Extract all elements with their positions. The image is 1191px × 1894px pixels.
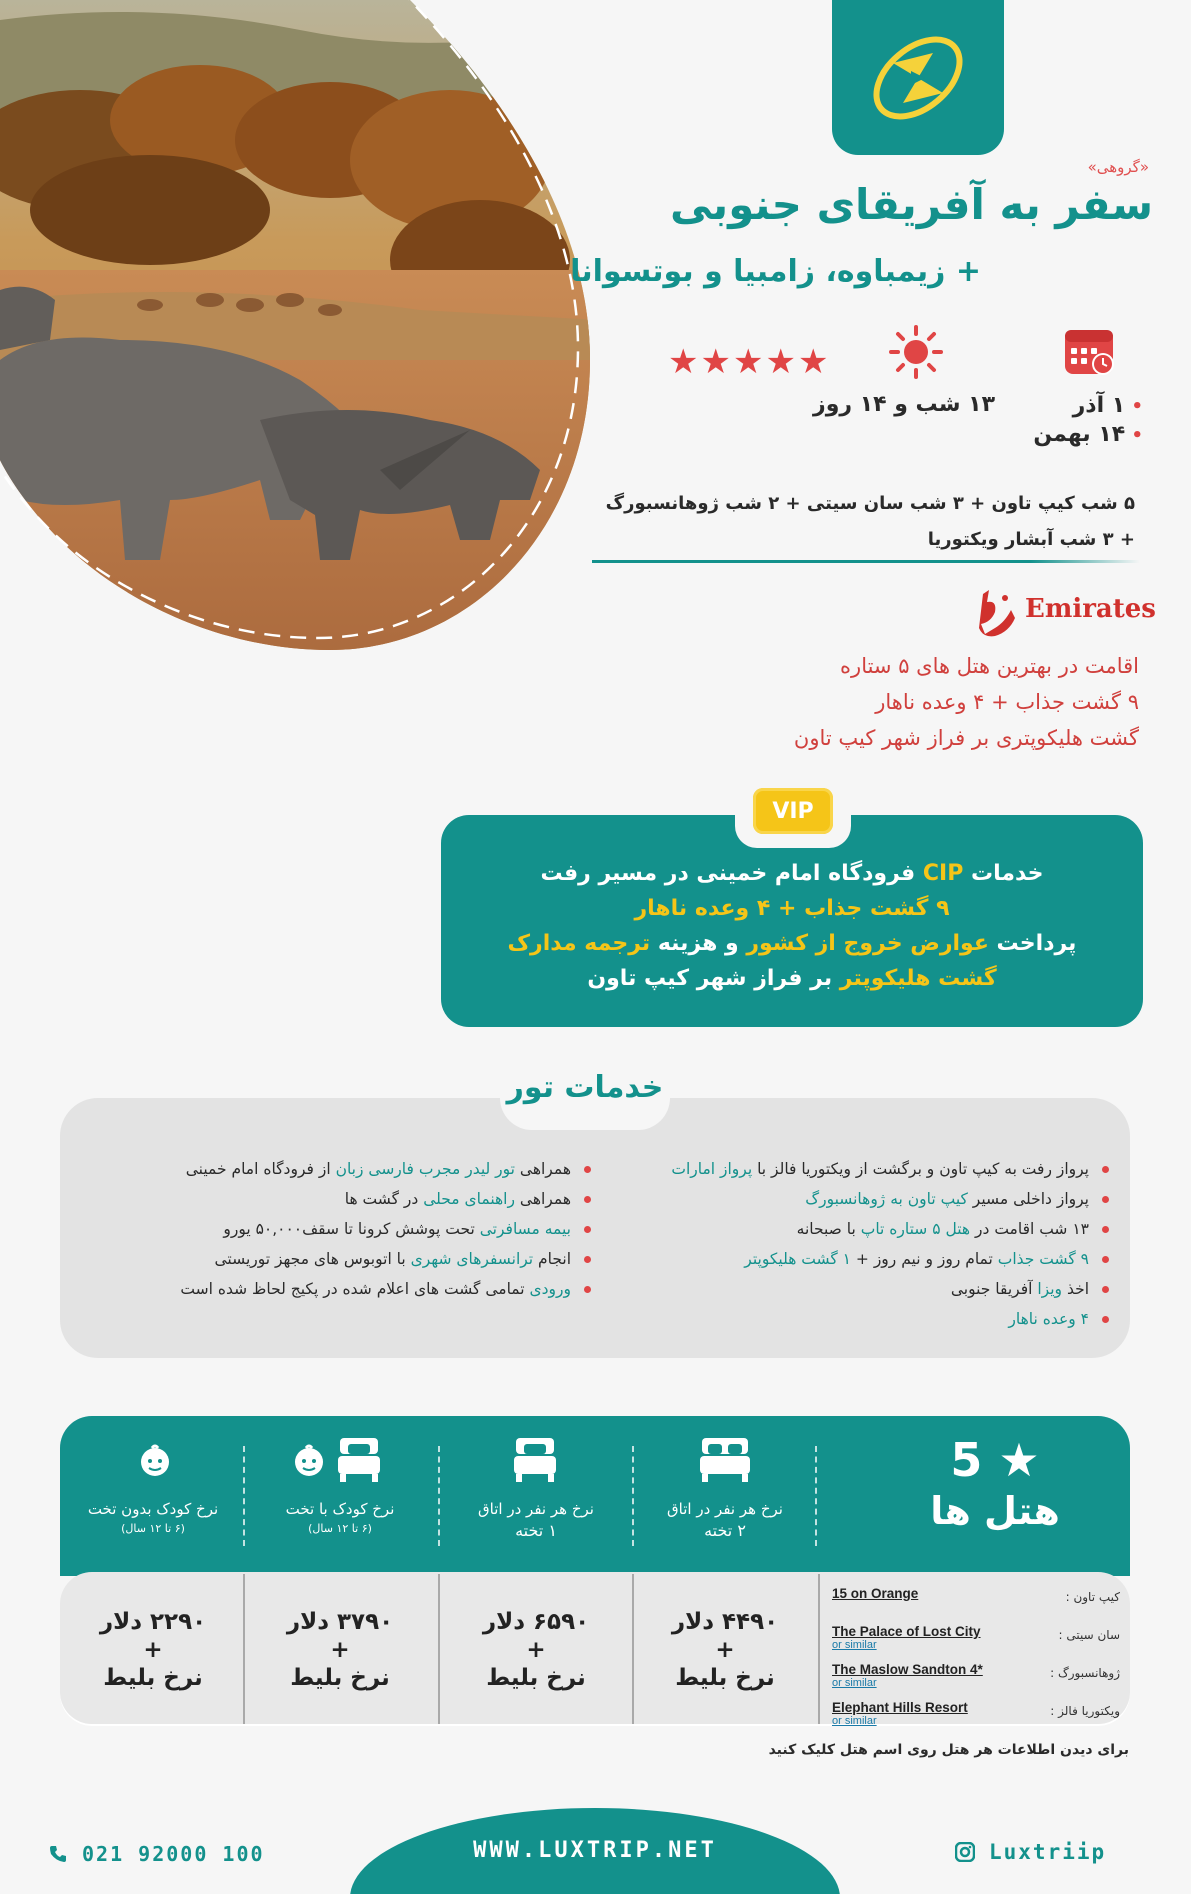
single-bed-icon [512, 1436, 558, 1484]
services-list-right [671, 1154, 1109, 1334]
single-bed-icon [336, 1436, 382, 1484]
calendar-icon [1063, 324, 1117, 378]
or-similar: or similar [832, 1677, 877, 1689]
phone-icon [48, 1844, 68, 1864]
header-child-with-bed: نرخ کودک با تخت (۶ تا ۱۲ سال) [285, 1500, 395, 1535]
list-item: ۴ وعده ناهار [671, 1304, 1109, 1334]
hero-photo [0, 0, 600, 690]
hotel-link[interactable]: The Palace of Lost City [832, 1624, 981, 1639]
vip-line-3: پرداخت عوارض خروج از کشور و هزینه ترجمه مدارک [507, 931, 1077, 956]
group-tag: «گروهی» [1087, 158, 1149, 176]
vip-services [441, 856, 1143, 996]
airline-logo [975, 588, 1156, 640]
hotel-link[interactable]: Elephant Hills Resort [832, 1700, 968, 1715]
page-title: سفر به آفریقای جنوبی [669, 180, 1153, 229]
hotel-city: ژوهانسبورگ : [1050, 1666, 1120, 1680]
column-divider [438, 1574, 440, 1724]
hotel-city: سان سیتی : [1058, 1628, 1120, 1642]
star-icon: ★ [700, 342, 731, 382]
price-child-no-bed: ۲۲۹۰ دلار + نرخ بلیط [99, 1609, 207, 1691]
instagram-icon [955, 1842, 975, 1862]
emirates-calligraphy-icon [975, 588, 1019, 640]
phone-contact[interactable] [48, 1842, 265, 1866]
trip-dates: • ۱ آذر • ۱۴ بهمن [1033, 393, 1143, 447]
list-item: بیمه مسافرتی تحت پوشش کرونا تا سقف۵۰,۰۰۰ یورو [180, 1214, 591, 1244]
hotel-star-count: 5 ★ [950, 1433, 1040, 1487]
column-divider [632, 1574, 634, 1724]
list-item: همراهی راهنمای محلی در گشت ها [180, 1184, 591, 1214]
instagram-handle: Luxtriip [989, 1840, 1107, 1864]
sun-icon [888, 324, 944, 380]
hotel-row [830, 1624, 1120, 1662]
price-double-room: ۴۴۹۰ دلار + نرخ بلیط [671, 1609, 779, 1691]
star-icon: ★ [668, 342, 699, 382]
hotel-city: ویکتوریا فالز : [1050, 1704, 1120, 1718]
star-rating [668, 342, 829, 382]
vip-line-1: خدمات CIP فرودگاه امام خمینی در مسیر رفت [540, 861, 1044, 886]
header-single-room: نرخ هر نفر در اتاق ۱ تخته [478, 1500, 594, 1540]
services-title: خدمات تور [506, 1070, 664, 1105]
list-item: ورودی تمامی گشت های اعلام شده در پکیج لحاظ شده است [180, 1274, 591, 1304]
price-child-with-bed: ۳۷۹۰ دلار + نرخ بلیط [286, 1609, 394, 1691]
double-bed-icon [698, 1436, 752, 1484]
list-item: ۱۳ شب اقامت در هتل ۵ ستاره تاپ با صبحانه [671, 1214, 1109, 1244]
header-child-no-bed: نرخ کودک بدون تخت (۶ تا ۱۲ سال) [87, 1500, 219, 1535]
vip-badge: VIP [753, 788, 833, 834]
column-divider [632, 1446, 634, 1546]
header-double-room: نرخ هر نفر در اتاق ۲ تخته [667, 1500, 783, 1540]
or-similar: or similar [832, 1639, 877, 1651]
highlight-item: گشت هلیکوپتری بر فراز شهر کیپ تاون [793, 726, 1139, 750]
column-divider [243, 1446, 245, 1546]
phone-number: 021 92000 100 [82, 1842, 265, 1866]
five-star-hotels [905, 1434, 1085, 1536]
list-item: اخذ ویزا آفریقا جنوبی [671, 1274, 1109, 1304]
hotel-city: کیپ تاون : [1065, 1590, 1120, 1604]
vip-line-2: ۹ گشت جذاب + ۴ وعده ناهار [634, 896, 950, 921]
itinerary-line-1: ۵ شب کیپ تاون + ۳ شب سان سیتی + ۲ شب ژوهانسبورگ [605, 493, 1135, 514]
services-list-left [180, 1154, 591, 1304]
star-icon: ★ [765, 342, 796, 382]
itinerary-line-2: + ۳ شب آبشار ویکتوریا [927, 529, 1135, 550]
vip-line-4: گشت هلیکوپتر بر فراز شهر کیپ تاون [587, 966, 997, 991]
hotel-list [830, 1586, 1120, 1738]
instagram-contact[interactable] [955, 1840, 1106, 1864]
list-item: پرواز رفت به کیپ تاون و برگشت از ویکتوریا فالز با پرواز امارات [671, 1154, 1109, 1184]
star-icon: ★ [797, 342, 829, 382]
price-single-room: ۶۵۹۰ دلار + نرخ بلیط [482, 1609, 590, 1691]
list-item: انجام ترانسفرهای شهری با اتوبوس های مجهز توریستی [180, 1244, 591, 1274]
star-icon: ★ [998, 1433, 1040, 1487]
child-face-icon [138, 1444, 172, 1478]
divider [592, 560, 1140, 563]
hotels-label: هتل ها [930, 1489, 1060, 1533]
airline-name: Emirates [1025, 594, 1156, 624]
page-subtitle: + زیمباوه، زامبیا و بوتسوانا [570, 254, 981, 289]
list-item: همراهی تور لیدر مجرب فارسی زبان از فرودگاه امام خمینی [180, 1154, 591, 1184]
hotel-row [830, 1700, 1120, 1738]
list-item: پرواز داخلی مسیر کیپ تاون به ژوهانسبورگ [671, 1184, 1109, 1214]
child-face-icon [292, 1444, 326, 1478]
hotel-row [830, 1586, 1120, 1624]
website-link[interactable]: WWW.LUXTRIP.NET [473, 1838, 717, 1863]
trip-duration: ۱۳ شب و ۱۴ روز [813, 392, 995, 417]
itinerary [606, 486, 1135, 558]
hotel-click-note: برای دیدن اطلاعات هر هتل روی اسم هتل کلیک کنید [768, 1742, 1129, 1758]
hotel-row [830, 1662, 1120, 1700]
column-divider [243, 1574, 245, 1724]
list-item: ۹ گشت جذاب تمام روز و نیم روز + ۱ گشت هلیکوپتر [671, 1244, 1109, 1274]
star-icon: ★ [732, 342, 764, 382]
brand-logo[interactable] [832, 0, 1004, 155]
column-divider [818, 1574, 820, 1724]
date-2: ۱۴ بهمن [1033, 422, 1126, 447]
column-divider [438, 1446, 440, 1546]
or-similar: or similar [832, 1715, 877, 1727]
logo-icon [863, 23, 973, 133]
highlight-item: اقامت در بهترین هتل های ۵ ستاره [840, 654, 1139, 678]
hotel-link[interactable]: The Maslow Sandton 4* [832, 1662, 983, 1677]
highlights-list [794, 648, 1139, 756]
column-divider [815, 1446, 817, 1546]
date-1: ۱ آذر [1072, 393, 1126, 418]
hotel-link[interactable]: 15 on Orange [832, 1586, 919, 1601]
highlight-item: ۹ گشت جذاب + ۴ وعده ناهار [875, 690, 1139, 714]
